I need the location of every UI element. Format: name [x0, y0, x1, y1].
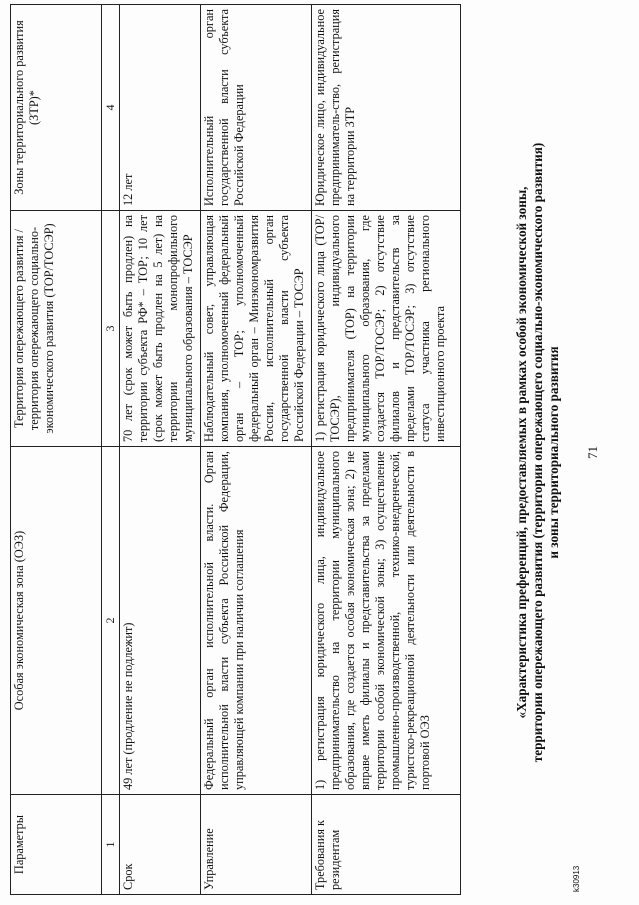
cell-oez: 1) регистрация юридического лица, индивидуальное предпринимательство на территории муниципального образования, где создается особая экономическая зона; 2) не вправе иметь филиалы и представительства за пределами территории особой экономической зоны; 3) осуществление промышленно-производственной, технико-внедренческой, туристско-рекреационной деятельности или деятельности в портовой ОЭЗ	[312, 447, 461, 795]
cell-tor: 1) регистрация юридического лица (ТОР/ТОСЭР), индивидуального предпринимателя (ТОР) на территории муниципального образования, где создается ТОР/ТОСЭР; 2) отсутствие филиалов и представительств за пределами ТОР/ТОСЭР; 3) отсутствие статуса участника регионального инвестиционного проекта	[312, 211, 461, 447]
header-ztr: Зоны территориального развития (ЗТР)*	[11, 5, 102, 211]
cell-tor: Наблюдательный совет, управляющая компания, уполномоченный федеральный орган – ТОР; уполномоченный федеральный орган – Минэкономразвития России, исполнительный орган государственной власти субъекта Российской Федерации – ТОСЭР	[201, 211, 312, 447]
rotated-content	[0, 5, 634, 900]
table-row	[201, 5, 312, 895]
cell-oez: Федеральный орган исполнительной власти. Орган исполнительной власти субъекта Российской Федерации, управляющей компании при наличии соглашения	[201, 447, 312, 795]
cell-ztr: Исполнительный орган государственной власти субъекта Российской Федерации	[201, 5, 312, 211]
row-param: Срок	[120, 795, 201, 895]
title-line-1: «Характеристика преференций, предоставляемых в рамках особой экономической зоны,	[514, 186, 529, 719]
document-title	[514, 45, 562, 860]
header-oez: Особая экономическая зона (ОЭЗ)	[11, 447, 102, 795]
table-row	[120, 5, 201, 895]
column-number-row	[102, 5, 120, 895]
header-params: Параметры	[11, 795, 102, 895]
cell-oez: 49 лет (продление не подлежит)	[120, 447, 201, 795]
row-param: Управление	[201, 795, 312, 895]
title-line-3: и зоны территориального развития	[546, 346, 561, 559]
column-number: 1	[102, 795, 120, 895]
column-number: 2	[102, 447, 120, 795]
cell-ztr: 12 лет	[120, 5, 201, 211]
page-number: 71	[585, 446, 600, 459]
preferences-table	[10, 4, 461, 895]
header-tor: Территория опережающего развития / территория опережающего социально-экономического развития (ТОР/ТОСЭР)	[11, 211, 102, 447]
table-row	[312, 5, 461, 895]
row-param: Требования к резидентам	[312, 795, 461, 895]
column-number: 3	[102, 211, 120, 447]
cell-ztr: Юридическое лицо, индивидуальное предприниматель-ство, регистрация на территории ЗТР	[312, 5, 461, 211]
document-code: k30913	[572, 865, 581, 892]
table-header-row	[11, 5, 102, 895]
title-line-2: территории опережающего развития (территории опережающего социально-экономического развития)	[530, 142, 545, 763]
column-number: 4	[102, 5, 120, 211]
cell-tor: 70 лет (срок может быть продлен) на территории субъекта РФ* – ТОР; 10 лет (срок может быть продлен на 5 лет) на территории монопрофильного муниципального образования – ТОСЭР	[120, 211, 201, 447]
